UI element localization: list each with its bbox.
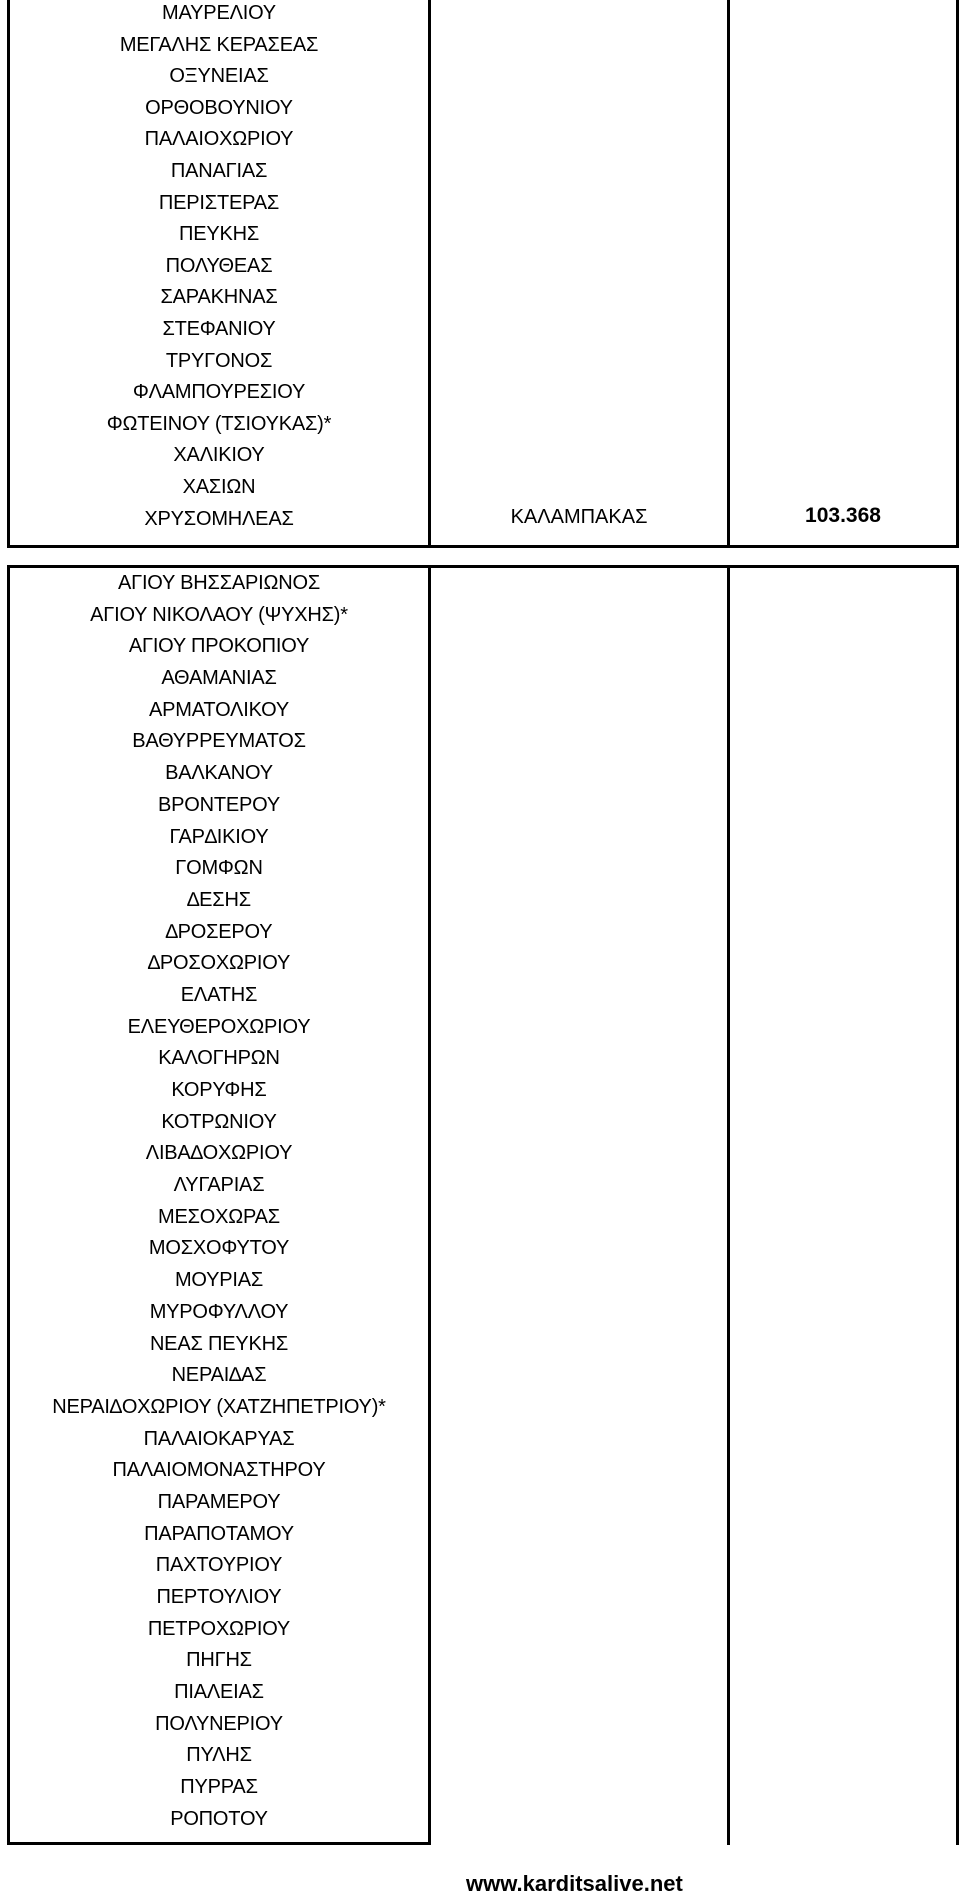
list-item: ΡΟΠΟΤΟΥ [170,1807,268,1830]
list-item: ΠΥΛΗΣ [186,1744,252,1767]
list-item: ΜΟΥΡΙΑΣ [174,1269,264,1292]
list-item: ΚΑΛΟΓΗΡΩΝ [158,1047,280,1070]
list-item: ΜΕΓΑΛΗΣ ΚΕΡΑΣΕΑΣ [119,33,319,56]
list-item: ∆ΡΟΣΕΡΟΥ [165,920,273,943]
list-item: ΠΙΑΛΕΙΑΣ [174,1681,264,1704]
footer-url: www.karditsalive.net [466,1871,683,1896]
list-item: ΧΑΣΙΩΝ [182,475,256,498]
list-item: ∆ΕΣΗΣ [187,888,251,911]
list-item: ΣΑΡΑΚΗΝΑΣ [160,286,278,309]
list-item: ΦΛΑΜΠΟΥΡΕΣΙΟΥ [132,381,306,404]
list-item: ΠΥΡΡΑΣ [180,1776,258,1799]
list-item: ΜΟΣΧΟΦΥΤΟΥ [148,1237,290,1260]
list-item: ΜΑΥΡΕΛΙΟΥ [162,2,276,24]
list-item: ΝΕΑΣ ΠΕΥΚΗΣ [149,1332,289,1355]
list-item: ΑΓΙΟΥ ΝΙΚΟΛΑΟΥ (ΨΥΧΗΣ)* [90,603,348,626]
list-item: ΜΥΡΟΦΥΛΛΟΥ [149,1300,289,1323]
list-item: ΠΗΓΗΣ [186,1649,252,1672]
list-item: ΠΑΛΑΙΟΜΟΝΑΣΤΗΡΟΥ [112,1459,326,1482]
list-item: ∆ΡΟΣΟΧΩΡΙΟΥ [147,952,291,975]
list-item: ΦΩΤΕΙΝΟΥ (ΤΣΙΟΥΚΑΣ)* [106,412,332,435]
population-value: 103.368 [805,504,881,527]
list-item: ΒΑΛΚΑΝΟΥ [165,762,273,785]
column-divider [727,0,730,548]
list-item: ΠΟΛΥΘΕΑΣ [165,254,273,277]
list-item: ΚΟΡΥΦΗΣ [171,1079,267,1101]
list-item: ΓΟΜΦΩΝ [175,857,263,880]
list-item: ΒΡΟΝΤΕΡΟΥ [157,793,281,816]
list-item: ΝΕΡΑΙ∆ΑΣ [171,1364,267,1387]
list-item: ΠΕΤΡΟΧΩΡΙΟΥ [147,1617,291,1640]
list-item: ΕΛΑΤΗΣ [180,983,258,1006]
column-divider [428,0,431,548]
list-item: ΣΤΕΦΑΝΙΟΥ [162,317,276,340]
list-item: ΠΑΝΑΓΙΑΣ [170,159,268,182]
community-name-list [10,0,428,537]
table-border-top [7,565,959,568]
list-item: ΛΙΒΑ∆ΟΧΩΡΙΟΥ [145,1142,293,1165]
column-divider [727,565,730,1845]
list-item: ΠΑΡΑΜΕΡΟΥ [157,1490,281,1513]
table-border-right [956,0,959,548]
list-item: ΜΕΣΟΧΩΡΑΣ [158,1205,280,1228]
list-item: ΓΑΡ∆ΙΚΙΟΥ [169,825,269,848]
table-section-1 [0,0,960,548]
table-border-right [956,565,959,1845]
list-item: ΛΥΓΑΡΙΑΣ [173,1174,265,1197]
list-item: ΚΟΤΡΩΝΙΟΥ [161,1110,277,1133]
list-item: ΑΓΙΟΥ ΠΡΟΚΟΠΙΟΥ [128,635,310,658]
list-item: ΠΑΛΑΙΟΧΩΡΙΟΥ [144,128,294,151]
list-item: ΠΑΧΤΟΥΡΙΟΥ [155,1554,283,1577]
list-item: ΠΑΡΑΠΟΤΑΜΟΥ [144,1522,294,1545]
list-item: ΧΡΥΣΟΜΗΛΕΑΣ [144,507,294,530]
region-name: ΚΑΛΑΜΠΑΚΑΣ [510,506,648,528]
list-item: ΠΕΡΙΣΤΕΡΑΣ [158,191,280,214]
community-name-list [10,570,428,1838]
list-item: ΟΡΘΟΒΟΥΝΙΟΥ [145,96,293,119]
list-item: ΠΕΡΤΟΥΛΙΟΥ [156,1586,282,1608]
list-item: ΧΑΛΙΚΙΟΥ [173,444,265,467]
list-item: ΠΑΛΑΙΟΚΑΡΥΑΣ [143,1427,295,1450]
column-divider [428,565,431,1845]
list-item: ΠΕΥΚΗΣ [178,223,260,246]
list-item: ΑΡΜΑΤΟΛΙΚΟΥ [149,698,289,721]
list-item: ΝΕΡΑΙ∆ΟΧΩΡΙΟΥ (ΧΑΤΖΗΠΕΤΡΙΟΥ)* [52,1395,386,1418]
list-item: ΠΟΛΥΝΕΡΙΟΥ [155,1712,283,1735]
list-item: ΤΡΥΓΟΝΟΣ [165,349,273,372]
list-item: ΑΘΑΜΑΝΙΑΣ [161,667,277,690]
table-border-bottom [7,1842,431,1845]
list-item: ΒΑΘΥΡΡΕΥΜΑΤΟΣ [132,730,306,753]
list-item: ΟΞΥΝΕΙΑΣ [169,65,269,88]
table-border-bottom [7,545,959,548]
list-item: ΑΓΙΟΥ ΒΗΣΣΑΡΙΩΝΟΣ [117,572,321,594]
list-item: ΕΛΕΥΘΕΡΟΧΩΡΙΟΥ [127,1015,311,1038]
table-section-2 [0,565,960,1845]
